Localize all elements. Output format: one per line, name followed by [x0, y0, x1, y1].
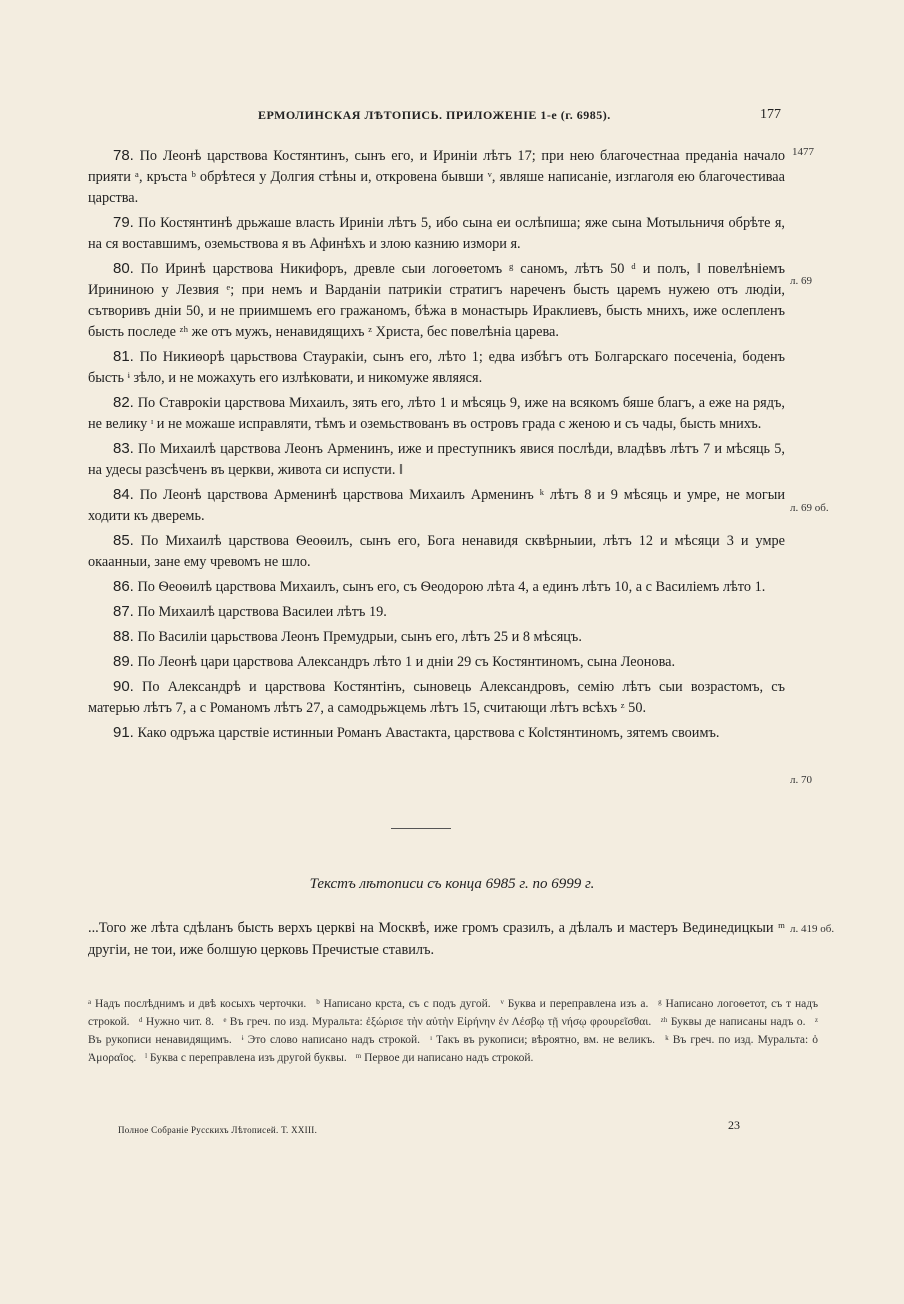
footnote-a: ᵃ Надъ послѣднимъ и двѣ косыхъ черточки.: [88, 998, 307, 1010]
signature-mark: 23: [728, 1118, 740, 1132]
footnote-g: ᵍ Написано логоѳетот, съ т надъ строкой.: [88, 998, 819, 1028]
footnote-zh: ᶻʰ Буквы де написаны надъ о.: [660, 1016, 806, 1028]
entry-88: 88. По Василіи царьствова Леонъ Премудрыи, сынъ его, лѣтъ 25 и 8 мѣсяцъ.: [113, 628, 582, 645]
margin-leaf-69-verso: л. 69 об.: [790, 502, 829, 514]
margin-year: 1477: [792, 146, 814, 158]
footnote-m: ᵐ Первое ди написано надъ строкой.: [355, 1052, 534, 1064]
entry-90: 90. По Александрѣ и царствова Костянтінъ, сыновець Александровъ, семію лѣтъ сыи возрастомъ, съ матерью лѣтъ 7, а с Романомъ лѣтъ 27, а самодрьжцемь лѣтъ 15, считающи лѣтъ всѣхъ ᶻ 50.: [88, 678, 785, 716]
entry-78: 78. По Леонѣ царствова Костянтинъ, сынъ его, и Ириніи лѣтъ 17; при нею благочестнаа преданіа начало прияти ᵃ, кръста ᵇ обрѣтеся у Долгия стѣны и, откровена бывши ᵛ, являше написаніе, изглаголя ею благочестиваа царства.: [88, 147, 785, 206]
margin-leaf-419-verso: л. 419 об.: [790, 923, 835, 935]
chronicle-body: [88, 145, 785, 747]
entry-86: 86. По Ѳеоѳилѣ царствова Михаилъ, сынъ его, съ Ѳеодорою лѣта 4, а единъ лѣтъ 10, а с Василіемъ лѣто 1.: [113, 578, 766, 595]
margin-leaf-70: л. 70: [790, 774, 812, 786]
footnote-k: ᵏ Въ греч. по изд. Муральта: ὁ Ἀμοραῖος.: [88, 1034, 819, 1064]
footnote-d: ᵈ Нужно чит. 8.: [138, 1016, 215, 1028]
entry-84: 84. По Леонѣ царствова Арменинѣ царствова Михаилъ Арменинъ ᵏ лѣтъ 8 и 9 мѣсяць и умре, не могыи ходити къ дверемь.: [88, 486, 786, 524]
entry-85: 85. По Михаилѣ царствова Ѳеоѳилъ, сынъ его, Бога ненавидя сквѣрныии, лѣтъ 12 и мѣсяци 3 и умре окаанныи, зане ему чревомъ не шло.: [88, 532, 785, 570]
footnote-e: ᵉ Въ греч. по изд. Муральта: ἐξώρισε τὴν αὐτὴν Εἰρήνην ἐν Λέσβῳ τῇ νήσῳ φρουρεῖσθαι.: [223, 1016, 652, 1028]
footnote-b: ᵇ Написано крста, съ с подъ дугой.: [316, 998, 491, 1010]
entry-91: 91. Како одръжа царствіе истинныи Романъ Авастакта, царствова с Ко‖стянтиномъ, зятемъ своимъ.: [113, 724, 720, 741]
header-title: ЕРМОЛИНСКАЯ ЛѢТОПИСЬ. ПРИЛОЖЕНІЕ 1-е (г. 6985).: [258, 108, 611, 122]
margin-leaf-69: л. 69: [790, 275, 812, 287]
entry-89: 89. По Леонѣ цари царствова Александръ лѣто 1 и дніи 29 съ Костянтиномъ, сына Леонова.: [113, 653, 676, 670]
footnote-v: ᵛ Буква и переправлена изъ а.: [500, 998, 649, 1010]
entry-79: 79. По Костянтинѣ дрьжаше власть Ириніи лѣтъ 5, ибо сына еи ослѣпиша; яже сына Мотыльничя обрѣте я, на ся воставшимъ, оземьствова я въ Афинѣхъ и злою казнию измори я.: [88, 214, 785, 252]
page-footer: [118, 1120, 758, 1138]
entry-80: 80. По Иринѣ царствова Никифоръ, древле сыи логоѳетомъ ᵍ саномъ, лѣтъ 50 ᵈ и полъ, ‖ повелѣніемъ Ирининою у Лезвия ᵉ; при немъ и Варданіи патрикіи стратигъ нареченъ бысть царемъ нужею отъ людіи, сътворивъ дніи 50, и не приимшемъ его гражаномъ, бѣжа в монастырь Ираклиевъ, бысть мнихъ, иже ослепленъ бысть последе ᶻʰ же отъ мужъ, ненавидящихъ ᶻ Христа, бес повелѣніа царева.: [88, 260, 785, 340]
footnote-i: ᶤ Это слово написано надъ строкой.: [241, 1034, 421, 1046]
entry-87: 87. По Михаилѣ царствова Василеи лѣтъ 19.: [113, 603, 387, 620]
section-text: ...Того же лѣта сдѣланъ бысть верхъ церкві на Москвѣ, иже громъ сразилъ, а дѣлалъ и мастеръ Вединедицкыи ᵐ другіи, не тои, иже болшую церковь Пречистые ставилъ.: [88, 920, 785, 958]
entry-83: 83. По Михаилѣ царствова Леонъ Арменинъ, иже и преступникъ явися послѣди, владѣвъ лѣтъ 7 и мѣсяць 5, на удесы разсѣченъ въ церкви, живота си испусти. ‖: [88, 440, 785, 478]
section-title: Текстъ лѣтописи съ конца 6985 г. по 6999 г.: [309, 876, 595, 892]
entry-81: 81. По Никиѳорѣ царьствова Стауракіи, сынъ его, лѣто 1; едва избѣгъ отъ Болгарскаго посеченіа, боденъ бысть ᶤ зѣло, и не можахуть его излѣковати, и никомуже являяся.: [88, 348, 785, 386]
series-title: Полное Собраніе Русскихъ Лѣтописей. Т. XXIII.: [118, 1125, 318, 1135]
section-divider: [391, 828, 451, 829]
footnote-l: ˡ Буква с переправлена изъ другой буквы.: [145, 1052, 347, 1064]
footnote-z: ᶻ Въ рукописи ненавидящимъ.: [88, 1016, 819, 1046]
entry-82: 82. По Ставрокіи царствова Михаилъ, зять его, лѣто 1 и мѣсяць 9, иже на всякомъ бяше благъ, а еже на рядъ, не велику ᶦ и не можаше исправляти, тѣмъ и оземьствованъ въ островъ града с женою и съ чады, бысть мнихъ.: [88, 394, 786, 432]
footnote-i2: ᶦ Такъ въ рукописи; вѣроятно, вм. не великъ.: [430, 1034, 656, 1046]
page-number: 177: [760, 107, 781, 122]
footnotes: [88, 995, 818, 1067]
